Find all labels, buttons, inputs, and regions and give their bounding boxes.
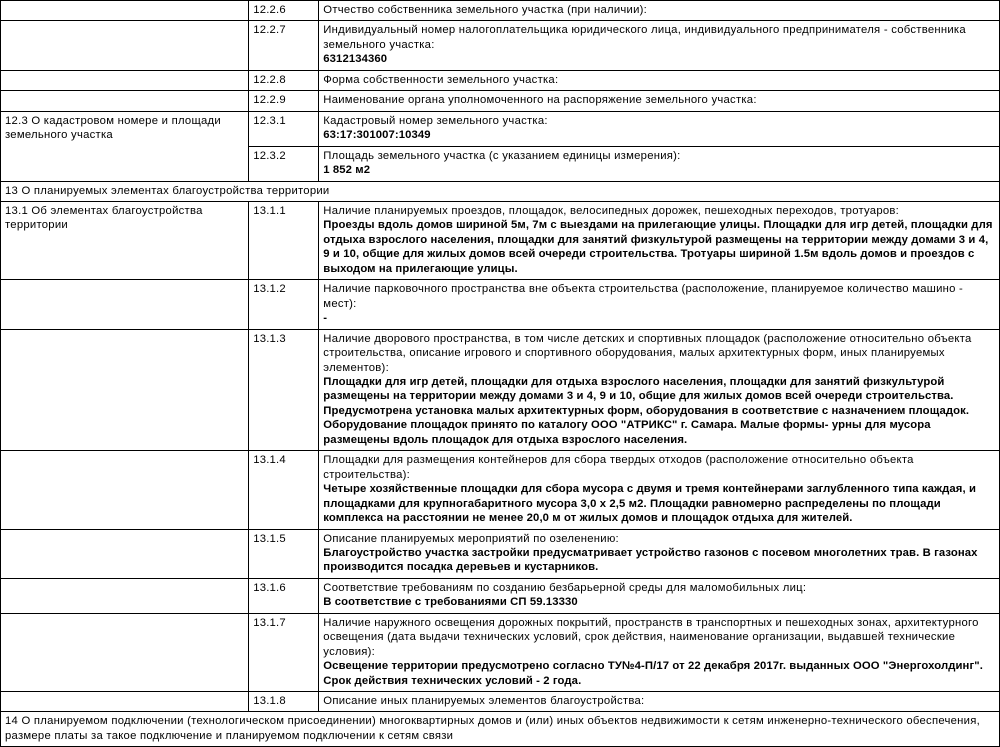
row-number: 12.2.6 (249, 1, 319, 21)
table-row (1, 692, 1000, 712)
row-answer: 6312134360 (323, 53, 388, 66)
row-number: 13.1.5 (249, 529, 319, 578)
table-row (1, 329, 1000, 451)
row-answer: - (323, 312, 328, 325)
table-row (1, 613, 1000, 691)
row-number: 13.1.3 (249, 329, 319, 451)
row-left-label (1, 91, 249, 111)
row-number: 12.2.8 (249, 70, 319, 90)
row-question: Площадь земельного участка (с указанием единицы измерения): (323, 149, 681, 162)
row-content (319, 1, 1000, 21)
row-answer: 1 852 м2 (323, 164, 371, 177)
section-header-13: 13 О планируемых элементах благоустройства территории (1, 181, 1000, 201)
row-number: 12.3.2 (249, 146, 319, 181)
section-header-row (1, 712, 1000, 747)
row-number: 12.2.9 (249, 91, 319, 111)
row-question: Наличие наружного освещения дорожных покрытий, пространств в транспортных и пешеходных зонах, архитектурного освещения (дата выдачи технических условий, срок действия, наименование организации, выдавшей технические условия): (323, 616, 979, 658)
row-answer: Проезды вдоль домов шириной 5м, 7м с выездами на прилегающие улицы. Площадки для игр детей, площадки для отдыха взрослого населения, площадки для занятий физкультурой размещены на территории между домами 3 и 4, 9 и 10, общие для жилых домов всей очереди строительства. Тротуары шириной 1.5м вдоль домов и проездов с выходом на прилегающие улицы. (323, 219, 993, 275)
row-question: Площадки для размещения контейнеров для сбора твердых отходов (расположение относительно объекта строительства): (323, 454, 914, 481)
row-number: 13.1.6 (249, 578, 319, 613)
row-answer: В соответствие с требованиями СП 59.13330 (323, 596, 578, 609)
table-row (1, 1, 1000, 21)
table-row (1, 21, 1000, 70)
row-answer: Благоустройство участка застройки предусматривает устройство газонов с посевом многолетних трав. В газонах производится посадка деревьев и кустарников. (323, 546, 978, 574)
row-number: 13.1.7 (249, 613, 319, 691)
row-question: Индивидуальный номер налогоплательщика юридического лица, индивидуального предпринимателя - собственника земельного участка: (323, 24, 966, 51)
row-left-label (1, 329, 249, 451)
row-question: Наличие парковочного пространства вне объекта строительства (расположение, планируемое количество машино - мест): (323, 283, 964, 310)
row-content (319, 201, 1000, 279)
row-content (319, 91, 1000, 111)
table-row (1, 280, 1000, 329)
table-row (1, 529, 1000, 578)
row-content (319, 451, 1000, 529)
row-number: 13.1.8 (249, 692, 319, 712)
row-number: 12.2.7 (249, 21, 319, 70)
row-content (319, 613, 1000, 691)
row-question: Кадастровый номер земельного участка: (323, 114, 548, 127)
row-left-label (1, 1, 249, 21)
table-row (1, 70, 1000, 90)
row-answer: Площадки для игр детей, площадки для отдыха взрослого населения, площадки для занятий физкультурой размещены на территории между домами 3 и 4, 9 и 10, общие для жилых домов всей очереди строительства. Предусмотрена установка малых архитектурных форм, оборудования в соответствие с назначением площадок. Оборудование площадок принято по каталогу ООО "АТРИКС" г. Самара. Малые формы- урны для мусора размещены вдоль площадок для отдыха взрослого населения. (323, 375, 970, 446)
row-left-label: 13.1 Об элементах благоустройства территории (1, 201, 249, 279)
row-question: Описание иных планируемых элементов благоустройства: (323, 695, 645, 708)
row-number: 13.1.2 (249, 280, 319, 329)
row-content (319, 529, 1000, 578)
row-question: Наличие планируемых проездов, площадок, велосипедных дорожек, пешеходных переходов, тротуаров: (323, 204, 900, 217)
row-question: Описание планируемых мероприятий по озеленению: (323, 532, 619, 545)
table-row (1, 578, 1000, 613)
row-left-label (1, 21, 249, 70)
row-left-label (1, 451, 249, 529)
row-content (319, 692, 1000, 712)
row-question: Наличие дворового пространства, в том числе детских и спортивных площадок (расположение относительно объекта строительства, описание игрового и спортивного оборудования, малых архитектурных форм, иных планируемых элементов): (323, 332, 972, 374)
row-number: 12.3.1 (249, 111, 319, 146)
row-answer: Освещение территории предусмотрено согласно ТУ№4-П/17 от 22 декабря 2017г. выданных ООО "Энергохолдинг". Срок действия технических условий - 2 года. (323, 660, 983, 687)
row-content (319, 21, 1000, 70)
table-row (1, 451, 1000, 529)
row-number: 13.1.1 (249, 201, 319, 279)
row-answer: 63:17:301007:10349 (323, 129, 431, 142)
row-content (319, 280, 1000, 329)
table-row (1, 111, 1000, 146)
row-content (319, 111, 1000, 146)
row-content (319, 329, 1000, 451)
row-left-label (1, 280, 249, 329)
row-question: Наименование органа уполномоченного на распоряжение земельного участка: (323, 94, 757, 107)
section-header-row (1, 181, 1000, 201)
row-content (319, 578, 1000, 613)
row-number: 13.1.4 (249, 451, 319, 529)
row-left-label (1, 578, 249, 613)
row-content (319, 146, 1000, 181)
row-left-label: 12.3 О кадастровом номере и площади земельного участка (1, 111, 249, 181)
row-question: Отчество собственника земельного участка (при наличии): (323, 4, 648, 16)
table-row (1, 91, 1000, 111)
row-content (319, 70, 1000, 90)
row-answer: Четыре хозяйственные площадки для сбора мусора с двумя и тремя контейнерами заглубленного типа каждая, и площадками для крупногабаритного мусора 3,0 х 2,5 м2. Площадки равномерно распределены по площади комплекса на расстоянии не менее 20,0 м от жилых домов и площадок отдыха для жителей. (323, 483, 977, 525)
row-question: Форма собственности земельного участка: (323, 73, 559, 86)
section-header-14: 14 О планируемом подключении (технологическом присоединении) многоквартирных домов и (или) иных объектов недвижимости к сетям инженерно-технического обеспечения, размере платы за такое подключение и планируемом подключении к сетям связи (1, 712, 1000, 747)
table-row (1, 201, 1000, 279)
row-question: Соответствие требованиям по созданию безбарьерной среды для маломобильных лиц: (323, 581, 807, 594)
row-left-label (1, 692, 249, 712)
row-left-label (1, 70, 249, 90)
row-left-label (1, 529, 249, 578)
row-left-label (1, 613, 249, 691)
